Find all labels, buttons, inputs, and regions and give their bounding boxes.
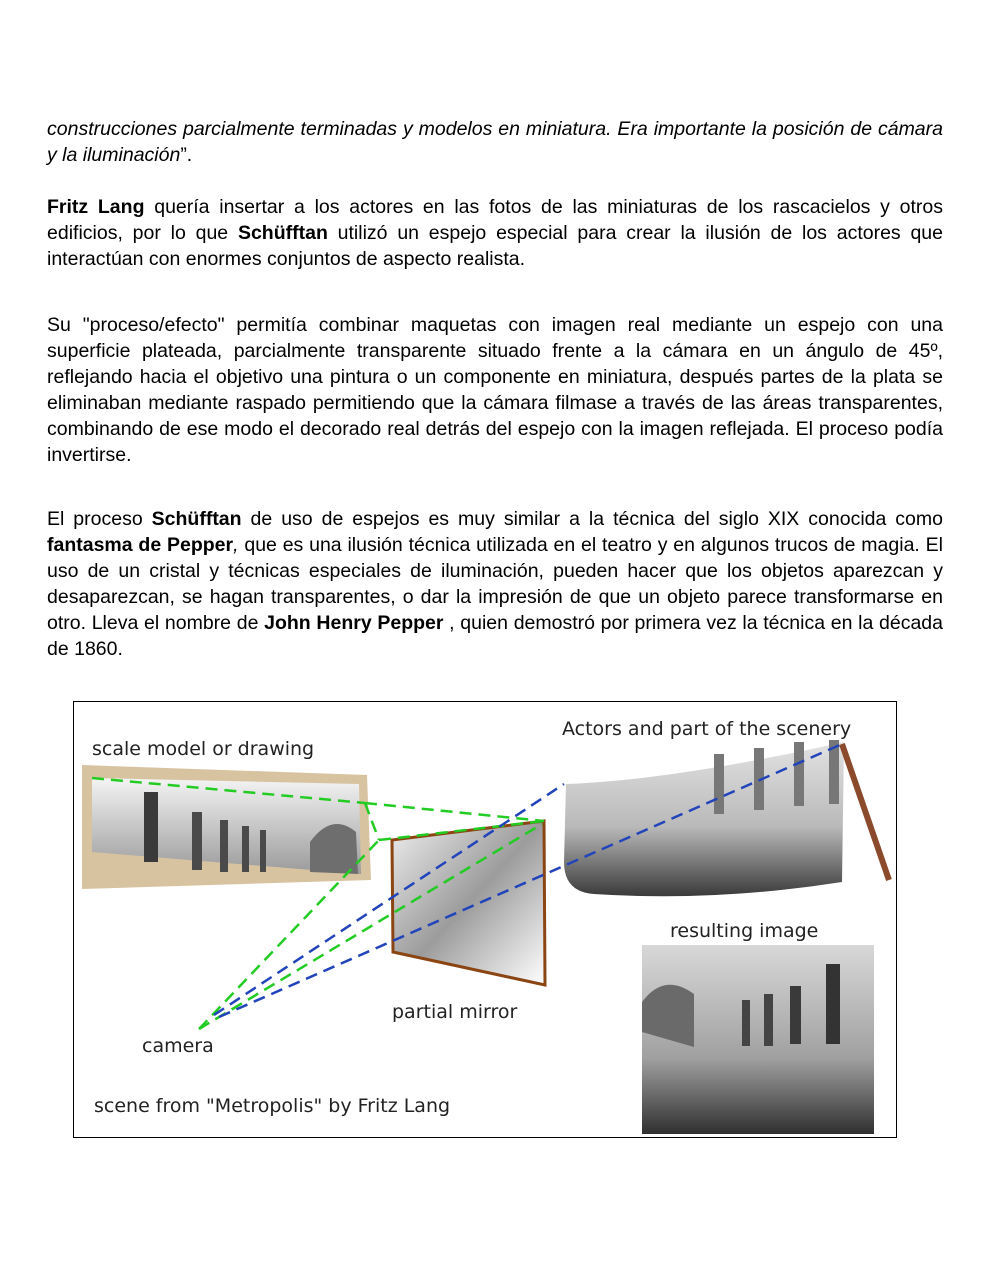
result-pillar <box>826 964 840 1044</box>
p3-text-c: que es una ilusión técnica utilizada en el teatro y en algunos trucos de magia. El uso de un cristal y técnicas especiales de iluminación, pueden hacer que los objetos aparezcan y desaparezcan, se hagan transparentes, o dar la impresión de que un objeto parece transformarse en otro. Lleva el nombre de <box>47 534 943 634</box>
diagram-svg <box>74 702 896 1137</box>
p3-text-d: , quien demostró por primera vez la técnica en la década de 1860. <box>47 612 943 660</box>
label-actors-scenery: Actors and part of the scenery <box>562 718 852 740</box>
p3-text-b: de uso de espejos es muy similar a la técnica del siglo XIX conocida como <box>241 508 943 530</box>
model-pillar <box>242 826 249 872</box>
resulting-image <box>642 945 874 1134</box>
intro-italic-text: construcciones parcialmente terminadas y modelos en miniatura. Era importante la posición de cámara y la iluminación <box>47 118 943 166</box>
result-pillar <box>790 986 801 1044</box>
p3-comma: , <box>233 534 239 556</box>
bold-schufftan: Schüfftan <box>237 222 328 244</box>
bold-fantasma-pepper: fantasma de Pepper <box>47 534 234 556</box>
label-resulting-image: resulting image <box>670 920 819 942</box>
bold-john-henry-pepper: John Henry Pepper <box>264 612 444 634</box>
model-pillar <box>260 830 266 872</box>
model-pillar <box>144 792 158 862</box>
p2-text: Su "proceso/efecto" permitía combinar maquetas con imagen real mediante un espejo con una superficie plateada, parcialmente transparente situado frente a la cámara en un ángulo de 45º, reflejando hacia el objetivo una pintura o un componente en miniatura, después partes de la plata se eliminaban mediante raspado permitiendo que la cámara filmase a través de las áreas transparentes, combinando de ese modo el decorado real detrás del espejo con la imagen reflejada. El proceso podía invertirse. <box>47 314 943 466</box>
scenery-support-beam <box>842 744 889 880</box>
scenery-wall-column <box>794 742 804 806</box>
label-partial-mirror: partial mirror <box>392 1001 518 1023</box>
result-pillar <box>742 1000 750 1046</box>
scale-model-drawing <box>82 765 371 889</box>
paragraph-intro <box>47 116 943 168</box>
intro-closing-quote: ”. <box>180 144 193 166</box>
figure-caption: scene from "Metropolis" by Fritz Lang <box>94 1095 451 1117</box>
scenery-wall-column <box>714 754 724 814</box>
paragraph-pepper <box>47 506 943 662</box>
label-camera: camera <box>142 1035 214 1057</box>
label-scale-model: scale model or drawing <box>92 738 315 760</box>
result-pillar <box>764 994 773 1046</box>
paragraph-process <box>47 312 943 468</box>
green-ray <box>365 803 544 821</box>
p1-text-a: quería insertar a los actores en las fotos de las miniaturas de los rascacielos y otros edificios, por lo que <box>47 196 943 244</box>
actors-scenery <box>564 740 889 896</box>
model-pillar <box>220 820 228 872</box>
p1-text-b: utilizó un espejo especial para crear la ilusión de los actores que interactúan con enormes conjuntos de aspecto realista. <box>47 222 943 270</box>
p3-text-a: El proceso <box>47 508 152 530</box>
schufftan-diagram <box>73 701 897 1138</box>
bold-schufftan-2: Schüfftan <box>151 508 242 530</box>
bold-fritz-lang: Fritz Lang <box>47 196 145 218</box>
paragraph-fritz-lang <box>47 194 943 272</box>
model-pillar <box>192 812 202 870</box>
